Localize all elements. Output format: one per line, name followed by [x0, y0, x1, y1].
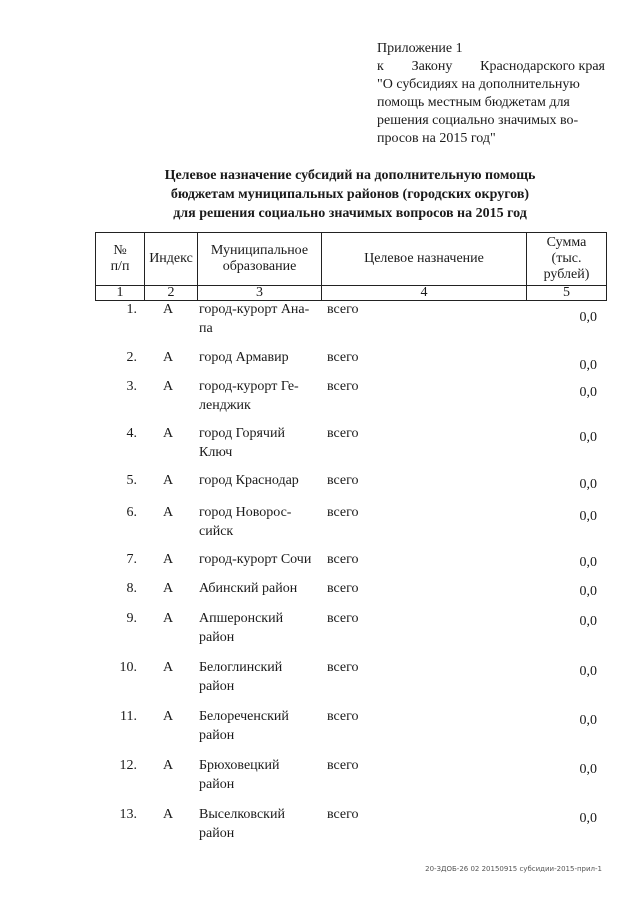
- header-num-line: п/п: [110, 259, 130, 274]
- row-target: всего: [327, 552, 359, 567]
- column-number: 5: [527, 286, 607, 301]
- municipality-line: город-курорт Сочи: [199, 552, 312, 567]
- municipality-line: город-курорт Ана-: [199, 302, 310, 317]
- row-amount: 0,0: [579, 477, 597, 492]
- column-number: 3: [198, 286, 322, 301]
- row-target: всего: [327, 660, 359, 675]
- municipality-line: район: [199, 728, 235, 743]
- row-municipality: [199, 424, 321, 462]
- row-amount: 0,0: [579, 664, 597, 679]
- column-number: 1: [96, 286, 145, 301]
- row-amount: 0,0: [579, 713, 597, 728]
- footer-code: 20-ЗДОБ-26 02 20150915 субсидии-2015-прил-1: [425, 865, 602, 873]
- row-index: А: [162, 611, 174, 626]
- row-municipality: [199, 579, 321, 598]
- appendix-line: решения социально значимых во-: [377, 113, 579, 128]
- title-line: Целевое назначение субсидий на дополнительную помощь: [164, 168, 536, 183]
- header-sum-line: рублей): [543, 267, 590, 282]
- row-target: всего: [327, 807, 359, 822]
- row-index: А: [162, 581, 174, 596]
- row-index: А: [162, 473, 174, 488]
- row-target: всего: [327, 302, 359, 317]
- row-number: 7.: [126, 552, 137, 567]
- row-municipality: [199, 658, 321, 696]
- row-target: всего: [327, 505, 359, 520]
- column-number: 2: [145, 286, 198, 301]
- municipality-line: Брюховецкий: [199, 758, 280, 773]
- header-sum-line: Сумма: [546, 235, 587, 250]
- row-number: 9.: [126, 611, 137, 626]
- row-amount: 0,0: [579, 584, 597, 599]
- row-number: 8.: [126, 581, 137, 596]
- appendix-line: просов на 2015 год": [377, 131, 496, 146]
- row-target: всего: [327, 709, 359, 724]
- appendix-note: [377, 40, 605, 148]
- row-amount: 0,0: [579, 385, 597, 400]
- row-amount: 0,0: [579, 555, 597, 570]
- appendix-word: Краснодарского края: [480, 59, 605, 74]
- row-target: всего: [327, 758, 359, 773]
- row-target: всего: [327, 473, 359, 488]
- header-num: [96, 233, 145, 286]
- municipality-line: город Краснодар: [199, 473, 299, 488]
- row-index: А: [162, 505, 174, 520]
- row-amount: 0,0: [579, 509, 597, 524]
- row-number: 5.: [126, 473, 137, 488]
- row-municipality: [199, 348, 321, 367]
- header-sum: [527, 233, 607, 286]
- row-target: всего: [327, 611, 359, 626]
- row-index: А: [162, 302, 174, 317]
- table-header: [95, 232, 607, 301]
- municipality-line: Апшеронский: [199, 611, 284, 626]
- municipality-line: па: [199, 321, 213, 336]
- municipality-line: район: [199, 679, 235, 694]
- document-title: [100, 166, 600, 223]
- row-number: 2.: [126, 350, 137, 365]
- municipality-line: город Армавир: [199, 350, 289, 365]
- row-amount: 0,0: [579, 358, 597, 373]
- row-index: А: [162, 552, 174, 567]
- row-number: 13.: [119, 807, 137, 822]
- municipality-line: Белореченский: [199, 709, 289, 724]
- appendix-word: к: [377, 59, 384, 74]
- row-index: А: [162, 709, 174, 724]
- row-number: 1.: [126, 302, 137, 317]
- row-municipality: [199, 503, 321, 541]
- municipality-line: город-курорт Ге-: [199, 379, 299, 394]
- row-amount: 0,0: [579, 811, 597, 826]
- row-number: 3.: [126, 379, 137, 394]
- row-municipality: [199, 609, 321, 647]
- row-number: 4.: [126, 426, 137, 441]
- row-index: А: [162, 758, 174, 773]
- appendix-word: Закону: [411, 59, 453, 74]
- municipality-line: район: [199, 777, 235, 792]
- row-number: 6.: [126, 505, 137, 520]
- municipality-line: район: [199, 826, 235, 841]
- municipality-line: Выселковский: [199, 807, 285, 822]
- header-num-line: №: [113, 243, 127, 258]
- row-municipality: [199, 756, 321, 794]
- municipality-line: Белоглинский: [199, 660, 283, 675]
- row-target: всего: [327, 379, 359, 394]
- row-municipality: [199, 805, 321, 843]
- row-amount: 0,0: [579, 310, 597, 325]
- municipality-line: Ключ: [199, 445, 233, 460]
- municipality-line: город Новорос-: [199, 505, 292, 520]
- header-municipality: [198, 233, 322, 286]
- row-index: А: [162, 807, 174, 822]
- row-target: всего: [327, 350, 359, 365]
- row-amount: 0,0: [579, 430, 597, 445]
- title-line: для решения социально значимых вопросов на 2015 год: [173, 206, 527, 221]
- row-target: всего: [327, 426, 359, 441]
- row-index: А: [162, 350, 174, 365]
- appendix-line: Приложение 1: [377, 41, 463, 56]
- appendix-line: [377, 58, 605, 76]
- row-index: А: [162, 660, 174, 675]
- row-index: А: [162, 426, 174, 441]
- appendix-line: "О субсидиях на дополнительную: [377, 77, 580, 92]
- row-municipality: [199, 707, 321, 745]
- row-amount: 0,0: [579, 614, 597, 629]
- municipality-line: ленджик: [199, 398, 251, 413]
- row-number: 12.: [119, 758, 137, 773]
- header-target: Целевое назначение: [322, 233, 527, 286]
- appendix-line: помощь местным бюджетам для: [377, 95, 570, 110]
- row-municipality: [199, 471, 321, 490]
- header-sum-line: (тыс.: [551, 251, 582, 266]
- header-municipality-line: образование: [222, 259, 297, 274]
- header-municipality-line: Муниципальное: [210, 243, 309, 258]
- row-target: всего: [327, 581, 359, 596]
- row-municipality: [199, 377, 321, 415]
- row-number: 11.: [120, 709, 137, 724]
- row-municipality: [199, 300, 321, 338]
- municipality-line: район: [199, 630, 235, 645]
- column-number: 4: [322, 286, 527, 301]
- header-index: Индекс: [145, 233, 198, 286]
- row-number: 10.: [119, 660, 137, 675]
- municipality-line: город Горячий: [199, 426, 285, 441]
- row-amount: 0,0: [579, 762, 597, 777]
- title-line: бюджетам муниципальных районов (городских округов): [170, 187, 530, 202]
- municipality-line: Абинский район: [199, 581, 298, 596]
- row-municipality: [199, 550, 321, 569]
- row-index: А: [162, 379, 174, 394]
- municipality-line: сийск: [199, 524, 234, 539]
